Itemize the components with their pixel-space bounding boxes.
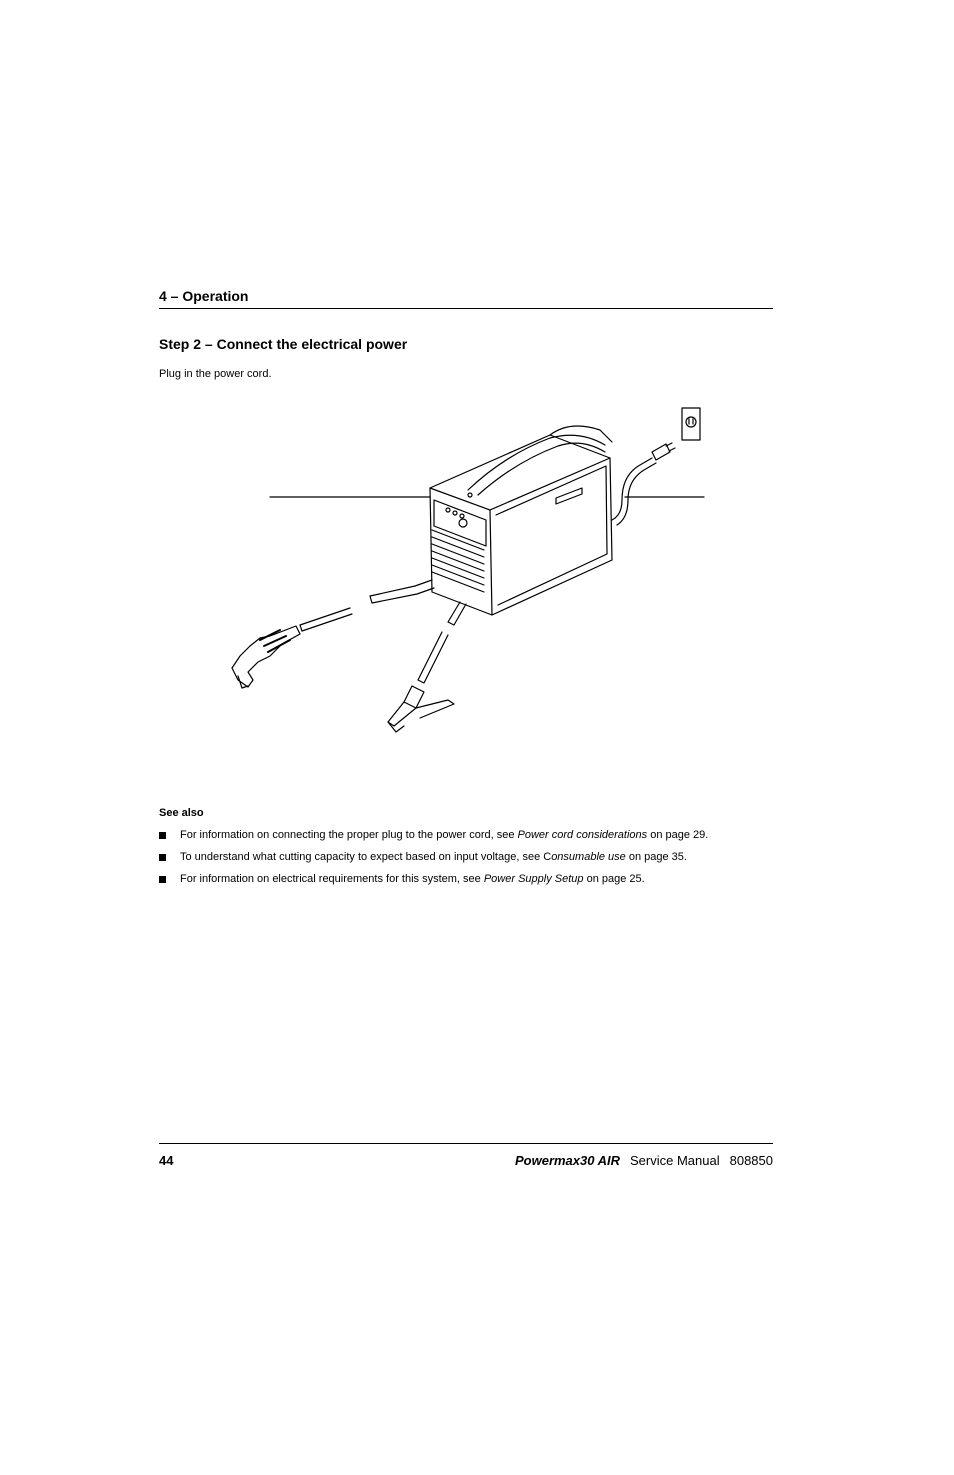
wall-outlet-icon [682,408,700,440]
list-item: For information on electrical requirements for this system, see Power Supply Setup on page 25. [159,873,708,895]
chapter-heading: 4 – Operation [159,288,249,304]
list-item: For information on connecting the proper plug to the power cord, see Power cord considerations on page 29. [159,829,708,851]
header-rule [159,308,773,309]
footer-title [515,1153,773,1168]
see-also-heading: See also [159,807,204,819]
bullet-square-icon [159,832,166,839]
manual-name: Service Manual [630,1153,720,1168]
power-supply-illustration [220,400,720,745]
bullet-square-icon [159,876,166,883]
torch-lead [232,580,434,688]
bullet-square-icon [159,854,166,861]
cross-reference-link[interactable]: Power cord considerations [517,829,648,841]
list-item: To understand what cutting capacity to expect based on input voltage, see Consumable use on page 35. [159,851,708,873]
product-name: Powermax30 AIR [514,1153,620,1168]
page-number: 44 [159,1153,174,1168]
work-lead [388,602,466,732]
cross-reference-link[interactable]: onsumable use [551,851,626,863]
see-also-list [159,829,708,895]
power-supply-unit [430,426,612,615]
intro-text: Plug in the power cord. [159,368,272,380]
part-number: 808850 [729,1153,773,1168]
section-title: Step 2 – Connect the electrical power [159,336,408,352]
cross-reference-link[interactable]: Power Supply Setup [483,873,584,885]
footer-rule [159,1143,773,1144]
power-cord-and-plug [612,443,675,525]
